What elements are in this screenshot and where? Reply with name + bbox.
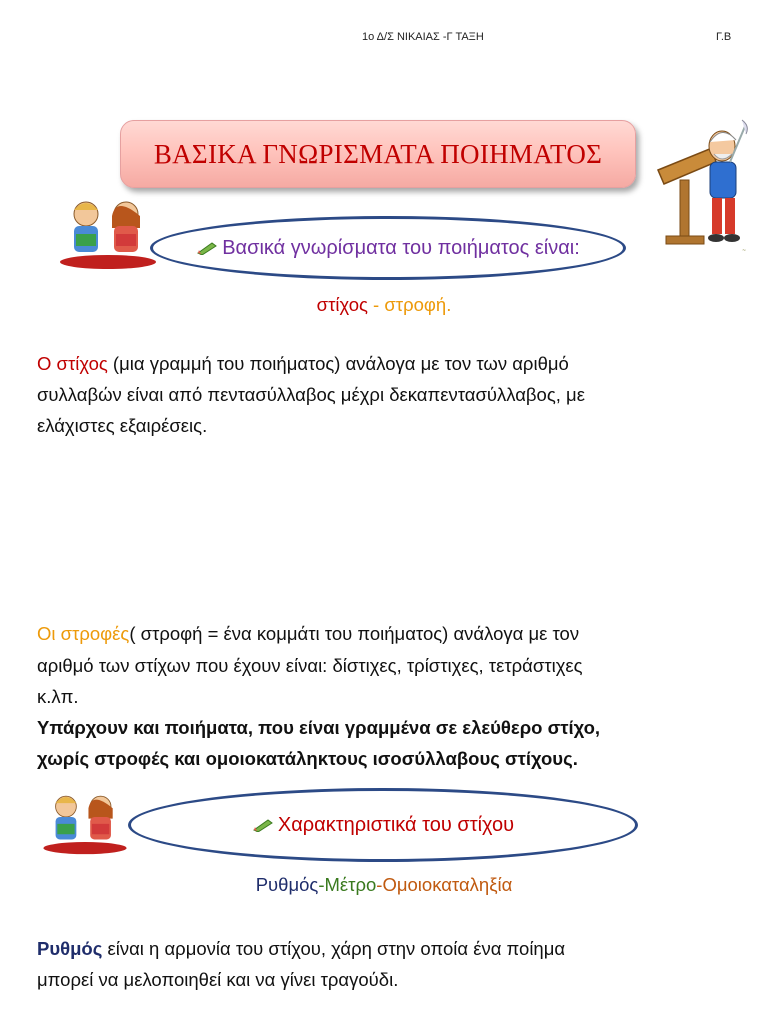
paragraph-strofes-line-4: Υπάρχουν και ποιήματα, που είναι γραμμένα σε ελεύθερο στίχο, [37, 717, 601, 738]
paragraph-stixos-line-1 [37, 348, 569, 379]
header-school: 1ο Δ/Σ ΝΙΚΑΙΑΣ -Γ ΤΑΞΗ [362, 31, 484, 43]
keyword-separator: - [376, 874, 383, 895]
section-banner-label: Χαρακτηριστικά του στίχου [277, 813, 515, 836]
paragraph-strofes-line-3: κ.λπ. [37, 686, 79, 707]
paragraph-rythmos-line-2: μπορεί να μελοποιηθεί και να γίνει τραγούδι. [37, 969, 399, 990]
scribe-illustration [650, 118, 760, 256]
kids-reading-illustration [40, 786, 130, 860]
paragraph-strofes-line-5: χωρίς στροφές και ομοιοκατάληκτους ισοσύλλαβους στίχους. [37, 748, 578, 769]
keyword-strofi: στροφή. [384, 294, 452, 315]
pencil-icon [196, 241, 218, 255]
text: ( στροφή = ένα κομμάτι του ποιήματος) ανάλογα με τον [129, 623, 580, 644]
keywords-line-1 [0, 294, 768, 316]
keyword-rythmos: Ρυθμός [255, 874, 319, 895]
section-banner-verse [128, 788, 638, 862]
keyword-metro: Μέτρο [324, 874, 377, 895]
paragraph-rythmos-line-1 [37, 933, 565, 964]
section-banner-label: Βασικά γνωρίσματα του ποιήματος είναι: [222, 236, 580, 259]
title-banner [120, 120, 636, 188]
kids-reading-illustration [56, 196, 160, 270]
keyword-stixos: στίχος [316, 294, 368, 315]
paragraph-strofes-line-1 [37, 618, 579, 649]
term-stixos: Ο στίχος [37, 353, 108, 374]
term-strofes: Οι στροφές [37, 623, 130, 644]
page-title: ΒΑΣΙΚΑ ΓΝΩΡΙΣΜΑΤΑ ΠΟΙΗΜΑΤΟΣ [153, 138, 603, 169]
paragraph-stixos-line-2: συλλαβών είναι από πεντασύλλαβος μέχρι δεκαπεντασύλλαβος, με [37, 384, 585, 405]
header-initials: Γ.Β [716, 31, 732, 43]
paragraph-strofes-line-2: αριθμό των στίχων που έχουν είναι: δίστιχες, τρίστιχες, τετράστιχες [37, 655, 583, 676]
keyword-separator: - [318, 874, 325, 895]
term-rythmos: Ρυθμός [37, 938, 103, 959]
text: είναι η αρμονία του στίχου, χάρη στην οποία ένα ποίημα [102, 938, 566, 959]
text: (μια γραμμή του ποιήματος) ανάλογα με τον των αριθμό [107, 353, 569, 374]
svg-text:~: ~ [742, 248, 747, 254]
keywords-line-2 [0, 874, 768, 896]
pencil-icon [252, 818, 274, 832]
paragraph-stixos-line-3: ελάχιστες εξαιρέσεις. [37, 415, 208, 436]
keyword-separator: - [367, 294, 385, 315]
keyword-omoiokataliksia: Ομοιοκαταληξία [382, 874, 513, 895]
section-banner-features [150, 216, 626, 280]
